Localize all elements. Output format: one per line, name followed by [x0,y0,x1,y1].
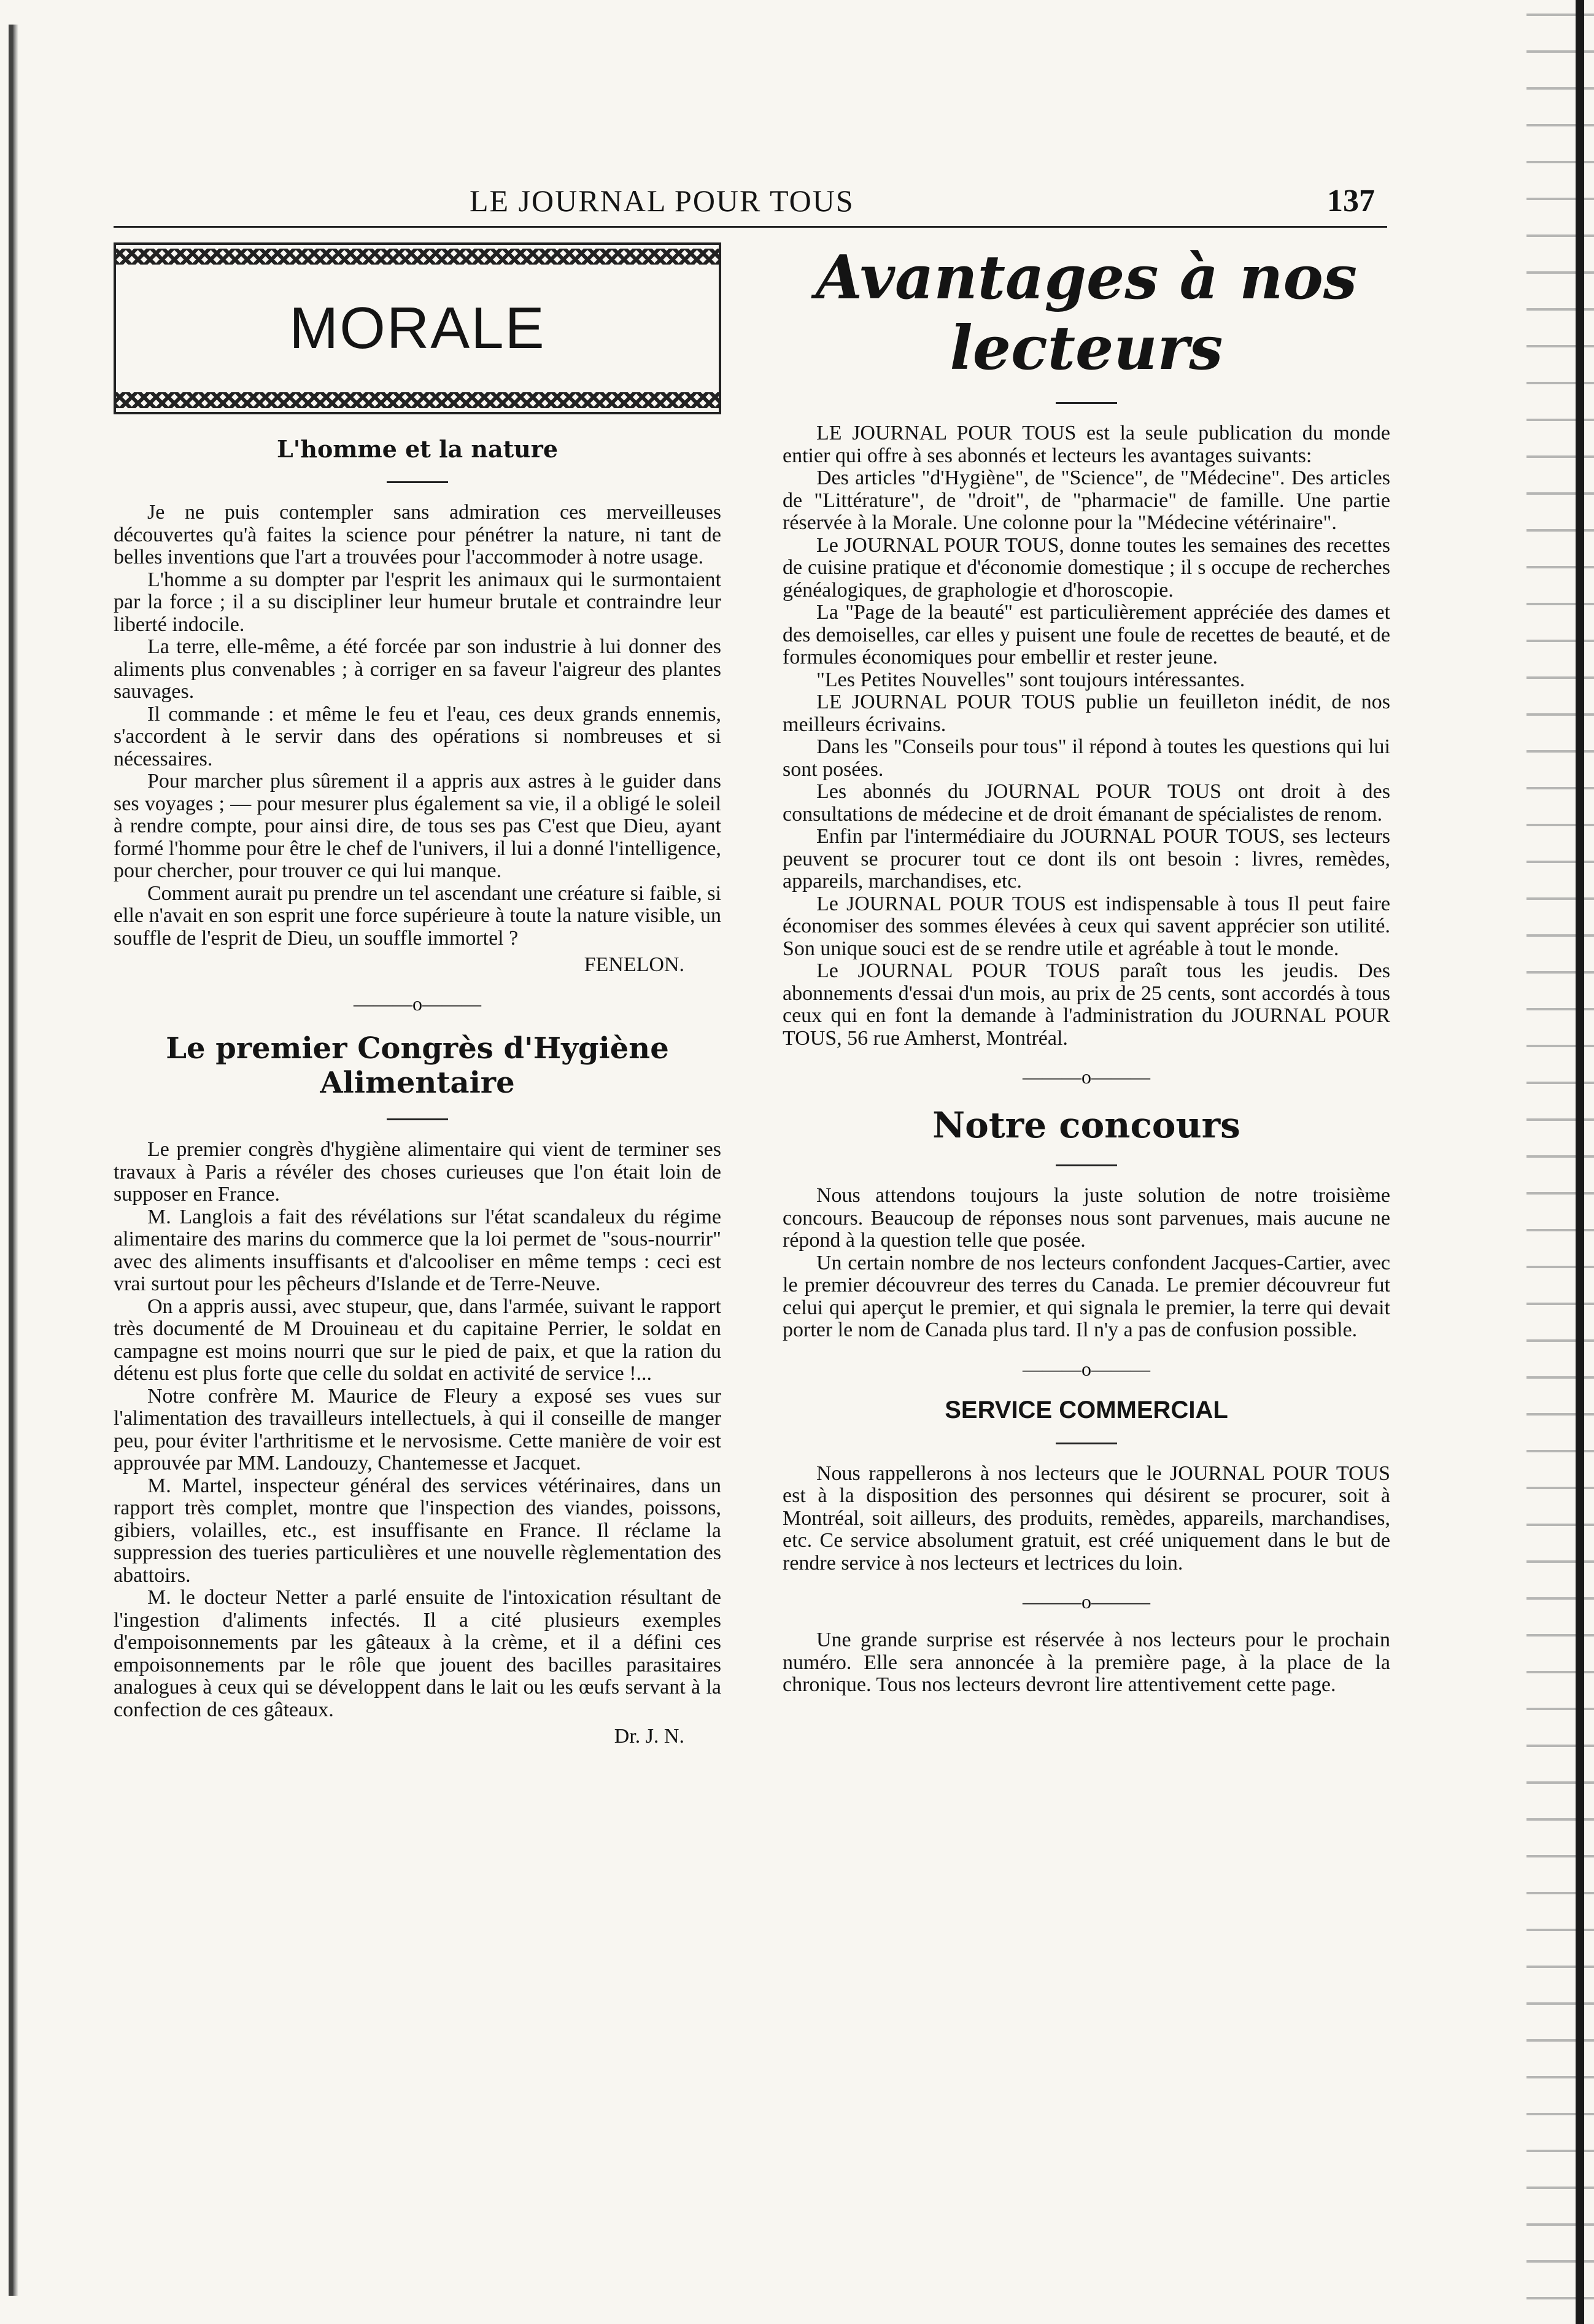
paragraph: "Les Petites Nouvelles" sont toujours intéressantes. [816,668,1245,691]
avantages-article [783,422,1390,1050]
paragraph: Le JOURNAL POUR TOUS est indispensable à tous Il peut faire économiser des sommes élevées à ceux qui savent apprécier son utilité. Son unique souci est de se rendre utile et agréable à tout le monde. [783,892,1390,960]
header-rule [114,226,1387,228]
paragraph: Le JOURNAL POUR TOUS paraît tous les jeudis. Des abonnements d'essai d'un mois, au prix de 25 cents, sont accordés à tous ceux qui en font la demande à l'administration du JOURNAL POUR TOUS, 56 rue Amherst, Montréal. [783,959,1390,1050]
concours-title: Notre concours [932,1104,1240,1146]
right-column [783,242,1390,1697]
signature: FENELON. [584,953,684,976]
section-rule [387,1118,448,1120]
ornament-border-bottom [116,392,719,408]
paragraph: Nous rappellerons à nos lecteurs que le JOURNAL POUR TOUS est à la disposition des personnes qui désirent se procurer, soit à Montréal, soit ailleurs, des produits, remèdes, appareils, marchandises, etc. Ce service absolument gratuit, est créé uniquement dans le but de rendre service à nos lecteurs et lectrices du loin. [783,1462,1390,1575]
paragraph: La terre, elle-même, a été forcée par son industrie à lui donner des aliments plus convenables ; à corriger en sa faveur l'aigreur des plantes sauvages. [114,635,721,703]
morale-article [114,502,721,977]
surprise-article [783,1629,1390,1697]
paragraph: Notre confrère M. Maurice de Fleury a exposé ses vues sur l'alimentation des travailleurs intellectuels, à qui il conseille de manger peu, pour éviter l'arthritisme et le nervosisme. Cette manière de voir est approuvée par MM. Landouzy, Chantemesse et Jacquet. [114,1384,721,1474]
paragraph: Un certain nombre de nos lecteurs confondent Jacques-Cartier, avec le premier découvreur des terres du Canada. Le premier découvreur fut celui qui aperçut le premier, et qui signala le premier, la terre qui devait porter le nom de Canada plus tard. Il n'y a pas de confusion possible. [783,1251,1390,1341]
paragraph: Le JOURNAL POUR TOUS, donne toutes les semaines des recettes de cuisine pratique et d'économie domestique ; il s occupe de recherches généalogiques, de graphologie et d'horoscopie. [783,533,1390,602]
paragraph: Des articles "d'Hygiène", de "Science", de "Médecine". Des articles de "Littérature", de "droit", de "pharmacie" de famille. Une partie réservée à la Morale. Une colonne pour la "Médecine vétérinaire". [783,467,1390,534]
section-rule [1056,1164,1117,1166]
paragraph: M. Martel, inspecteur général des services vétérinaires, dans un rapport très complet, montre que l'inspection des viandes, poissons, gibiers, volailles, etc., est insuffisante en France. Il réclame la suppression des tueries particulières et une nouvelle règlementation des abattoirs. [114,1474,721,1587]
paragraph: LE JOURNAL POUR TOUS publie un feuilleton inédit, de nos meilleurs écrivains. [783,691,1390,736]
paragraph: Il commande : et même le feu et l'eau, ces deux grands ennemis, s'accordent à le servir dans des opérations si nombreuses et si nécessaires. [114,702,721,770]
paragraph: Le premier congrès d'hygiène alimentaire qui vient de terminer ses travaux à Paris a révéler des choses curieuses que l'on était loin de supposer en France. [114,1138,721,1206]
paragraph: LE JOURNAL POUR TOUS est la seule publication du monde entier qui offre à ses abonnés et lecteurs les avantages suivants: [783,422,1390,467]
service-article [783,1463,1390,1575]
paragraph: Enfin par l'intermédiaire du JOURNAL POUR TOUS, ses lecteurs peuvent se procurer tout ce dont ils ont besoin : livres, remèdes, appareils, marchandises, etc. [783,825,1390,893]
paragraph: Une grande surprise est réservée à nos lecteurs pour le prochain numéro. Elle sera annoncée à la première page, à la place de la chronique. Tous nos lecteurs devront lire attentivement cette page. [783,1629,1390,1696]
service-title: SERVICE COMMERCIAL [945,1396,1228,1423]
signature: Dr. J. N. [614,1725,684,1748]
paragraph: M. le docteur Netter a parlé ensuite de l'intoxication résultant de l'ingestion d'aliments infectés. Il a cité plusieurs exemples d'empoisonnements par les gâteaux à la crème, et il a défini ces empoisonnements par le rôle que jouent des bacilles parasitaires analogues à ceux qui se développent dans le lait ou les œufs servant à la confection de ces gâteaux. [114,1586,721,1721]
section-rule [1056,1443,1117,1444]
concours-article [783,1185,1390,1342]
paragraph: La "Page de la beauté" est particulièrement appréciée des dames et des demoiselles, car elles y puisent une foule de recettes de beauté, et de formules économiques pour embellir et rester jeune. [783,601,1390,668]
separator: ———o——— [1023,1066,1150,1088]
morale-subtitle: L'homme et la nature [276,435,559,463]
paragraph: Pour marcher plus sûrement il a appris aux astres à le guider dans ses voyages ; — pour mesurer plus également sa vie, il a obligé le soleil à rendre compte, pour ainsi dire, de tous ses pas C'est que Dieu, ayant formé l'homme pour être le chef de l'univers, il lui a donné l'intelligence, pour chercher, pour trouver ce qui lui manque. [114,770,721,882]
separator: ———o——— [354,993,481,1015]
scan-left-edge [9,25,18,2296]
ornament-border-top [116,249,719,265]
section-rule [387,481,448,483]
section-rule [1056,402,1117,404]
page-header [114,183,1387,226]
paragraph: L'homme a su dompter par l'esprit les animaux qui le surmontaient par la force ; il a su discipliner leur humeur brutale et contraindre leur liberté indocile. [114,568,721,636]
paragraph: Nous attendons toujours la juste solution de notre troisième concours. Beaucoup de réponses nous sont parvenues, mais aucune ne répond à la question telle que posée. [783,1184,1390,1252]
journal-title: LE JOURNAL POUR TOUS [470,184,854,218]
page-number: 137 [1327,184,1375,219]
paragraph: On a appris aussi, avec stupeur, que, dans l'armée, suivant le rapport très documenté de M Drouineau et du capitaine Perrier, le soldat en campagne est moins nourri que sur le pied de paix, et que la ration du détenu est plus forte que celle du soldat en activité de service !... [114,1295,721,1385]
separator: ———o——— [1023,1590,1150,1613]
left-column [114,242,752,1748]
avantages-title: Avantages à nos lecteurs [815,242,1358,384]
paragraph: M. Langlois a fait des révélations sur l'état scandaleux du régime alimentaire des marins du commerce que la loi permet de "sous-nourrir" avec des aliments insuffisants et d'alcooliser en même temps : ceci est vrai surtout pour les pêcheurs d'Islande et de Terre-Neuve. [114,1205,721,1295]
congres-article [114,1139,721,1748]
scan-right-bar [1576,0,1584,2324]
paragraph: Les abonnés du JOURNAL POUR TOUS ont droit à des consultations de médecine et de droit émanant de spécialistes de renom. [783,780,1390,826]
paragraph: Dans les "Conseils pour tous" il répond à toutes les questions qui lui sont posées. [783,735,1390,781]
congres-title: Le premier Congrès d'Hygiène Alimentaire [166,1031,669,1100]
morale-title-box [114,242,721,414]
paragraph: Je ne puis contempler sans admiration ces merveilleuses découvertes qu'à faites la science pour pénétrer la nature, ni tant de belles inventions que l'art a trouvées pour l'accommoder à notre usage. [114,501,721,568]
morale-title: MORALE [289,295,546,361]
paragraph: Comment aurait pu prendre un tel ascendant une créature si faible, si elle n'avait en son esprit une force supérieure à toute la nature visible, un souffle de l'esprit de Dieu, un souffle immortel ? [114,881,721,950]
separator: ———o——— [1023,1357,1150,1380]
